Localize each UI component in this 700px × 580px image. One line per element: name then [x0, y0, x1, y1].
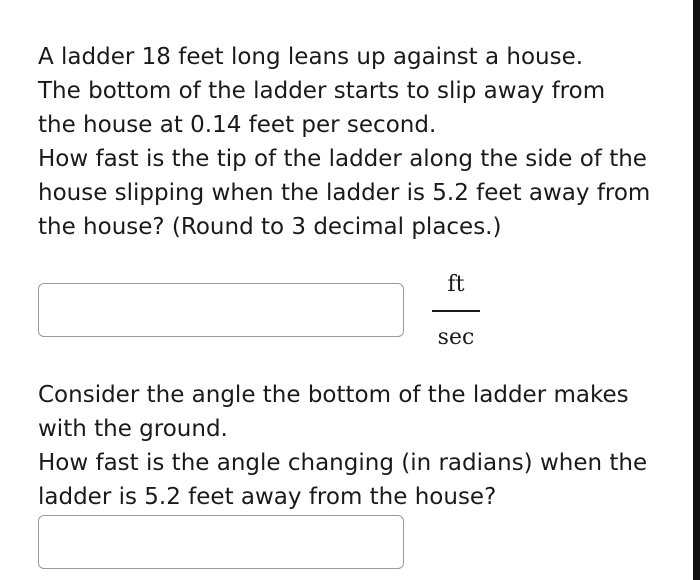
question-1-line: the house at 0.14 feet per second.: [38, 112, 437, 138]
question-1-text: [38, 40, 678, 244]
unit-denominator: sec: [437, 324, 475, 350]
answer-input-2[interactable]: [38, 515, 404, 569]
question-2-line: with the ground.: [38, 416, 228, 442]
question-1-line: How fast is the tip of the ladder along the side of the: [38, 146, 647, 172]
question-1-line: The bottom of the ladder starts to slip away from: [38, 78, 606, 104]
question-1-line: house slipping when the ladder is 5.2 feet away from: [38, 180, 651, 206]
window-edge-bar: [693, 0, 700, 580]
question-1-line: the house? (Round to 3 decimal places.): [38, 214, 502, 240]
answer-input-1[interactable]: [38, 283, 404, 337]
question-1-line: A ladder 18 feet long leans up against a house.: [38, 44, 584, 70]
unit-fraction: [432, 268, 480, 352]
question-2-text: [38, 378, 678, 514]
question-2-line: ladder is 5.2 feet away from the house?: [38, 484, 497, 510]
unit-numerator: ft: [447, 272, 465, 297]
question-2-line: Consider the angle the bottom of the ladder makes: [38, 382, 629, 408]
question-2-line: How fast is the angle changing (in radians) when the: [38, 450, 648, 476]
fraction-bar: [432, 310, 480, 312]
